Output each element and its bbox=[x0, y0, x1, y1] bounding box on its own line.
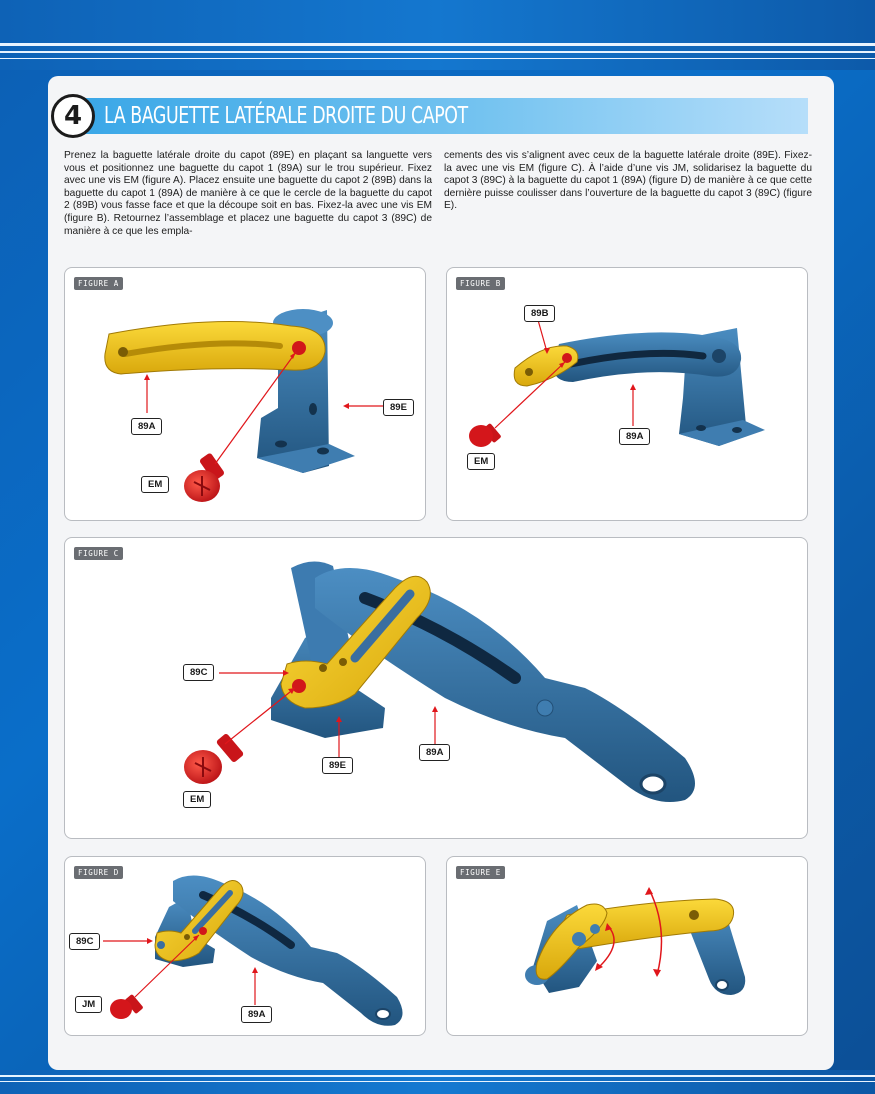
instructions-column-left: Prenez la baguette latérale droite du capot (89E) en plaçant sa languette vers vous et positionnez une baguette du capot 1 (89A) sur le trou supérieur. Fixez avec une vis EM (figure A). Placez ensuite une baguette du capot 2 (89B) dans la baguette du capot 1 (89A) de manière à ce que le cercle de la baguette du capot 2 (89B) vous fasse face et que la découpe soit en bas. Fixez-la avec une vis EM (figure B). Retournez l’assemblage et placez une baguette du capot 3 (89C) de manière à ce que les empla- bbox=[64, 150, 432, 237]
figure-a bbox=[64, 267, 426, 521]
step-title: LA BAGUETTE LATÉRALE DROITE DU CAPOT bbox=[104, 103, 468, 129]
figure-b bbox=[446, 267, 808, 521]
label-em: EM bbox=[467, 453, 495, 470]
banner-stripe bbox=[0, 1075, 875, 1077]
label-89a: 89A bbox=[419, 744, 450, 761]
screw-jm bbox=[110, 994, 144, 1019]
label-89e: 89E bbox=[383, 399, 414, 416]
banner-stripe bbox=[0, 51, 875, 53]
part-89a-arm bbox=[315, 568, 695, 802]
figure-d bbox=[64, 856, 426, 1036]
label-em: EM bbox=[183, 791, 211, 808]
figure-a-tag: FIGURE A bbox=[74, 277, 123, 290]
label-89b: 89B bbox=[524, 305, 555, 322]
label-em: EM bbox=[141, 476, 169, 493]
banner-stripe bbox=[0, 43, 875, 46]
banner-stripe bbox=[0, 58, 875, 59]
bottom-banner bbox=[0, 1070, 875, 1094]
figure-e-tag: FIGURE E bbox=[456, 866, 505, 879]
label-jm: JM bbox=[75, 996, 102, 1013]
label-89a: 89A bbox=[131, 418, 162, 435]
figure-c bbox=[64, 537, 808, 839]
label-89a: 89A bbox=[619, 428, 650, 445]
figure-e-illustration bbox=[447, 857, 808, 1036]
screw-em bbox=[184, 452, 225, 502]
label-89c: 89C bbox=[69, 933, 100, 950]
part-89a-arm bbox=[105, 322, 325, 375]
figure-b-illustration bbox=[447, 268, 808, 521]
part-89a-arm bbox=[553, 332, 741, 382]
top-banner bbox=[0, 0, 875, 70]
figure-e bbox=[446, 856, 808, 1036]
label-89c: 89C bbox=[183, 664, 214, 681]
instructions-column-right: cements des vis s’alignent avec ceux de la baguette latérale droite (89E). Fixez-la avec une vis EM (figure C). À l’aide d’une vis JM, solidarisez la baguette du capot 3 (89C) à la baguette du capot 1 (89A) (figure D) de manière à ce que cette dernière puisse coulisser dans l’ouverture de la baguette du capot 3 (89C) (figure E). bbox=[444, 150, 812, 212]
figure-c-illustration bbox=[65, 538, 808, 839]
step-number-badge: 4 bbox=[51, 94, 95, 138]
banner-stripe bbox=[0, 1081, 875, 1082]
figure-a-illustration bbox=[65, 268, 426, 521]
figure-b-tag: FIGURE B bbox=[456, 277, 505, 290]
screw-em bbox=[184, 733, 244, 784]
label-89e: 89E bbox=[322, 757, 353, 774]
figure-c-tag: FIGURE C bbox=[74, 547, 123, 560]
label-89a: 89A bbox=[241, 1006, 272, 1023]
figure-d-tag: FIGURE D bbox=[74, 866, 123, 879]
